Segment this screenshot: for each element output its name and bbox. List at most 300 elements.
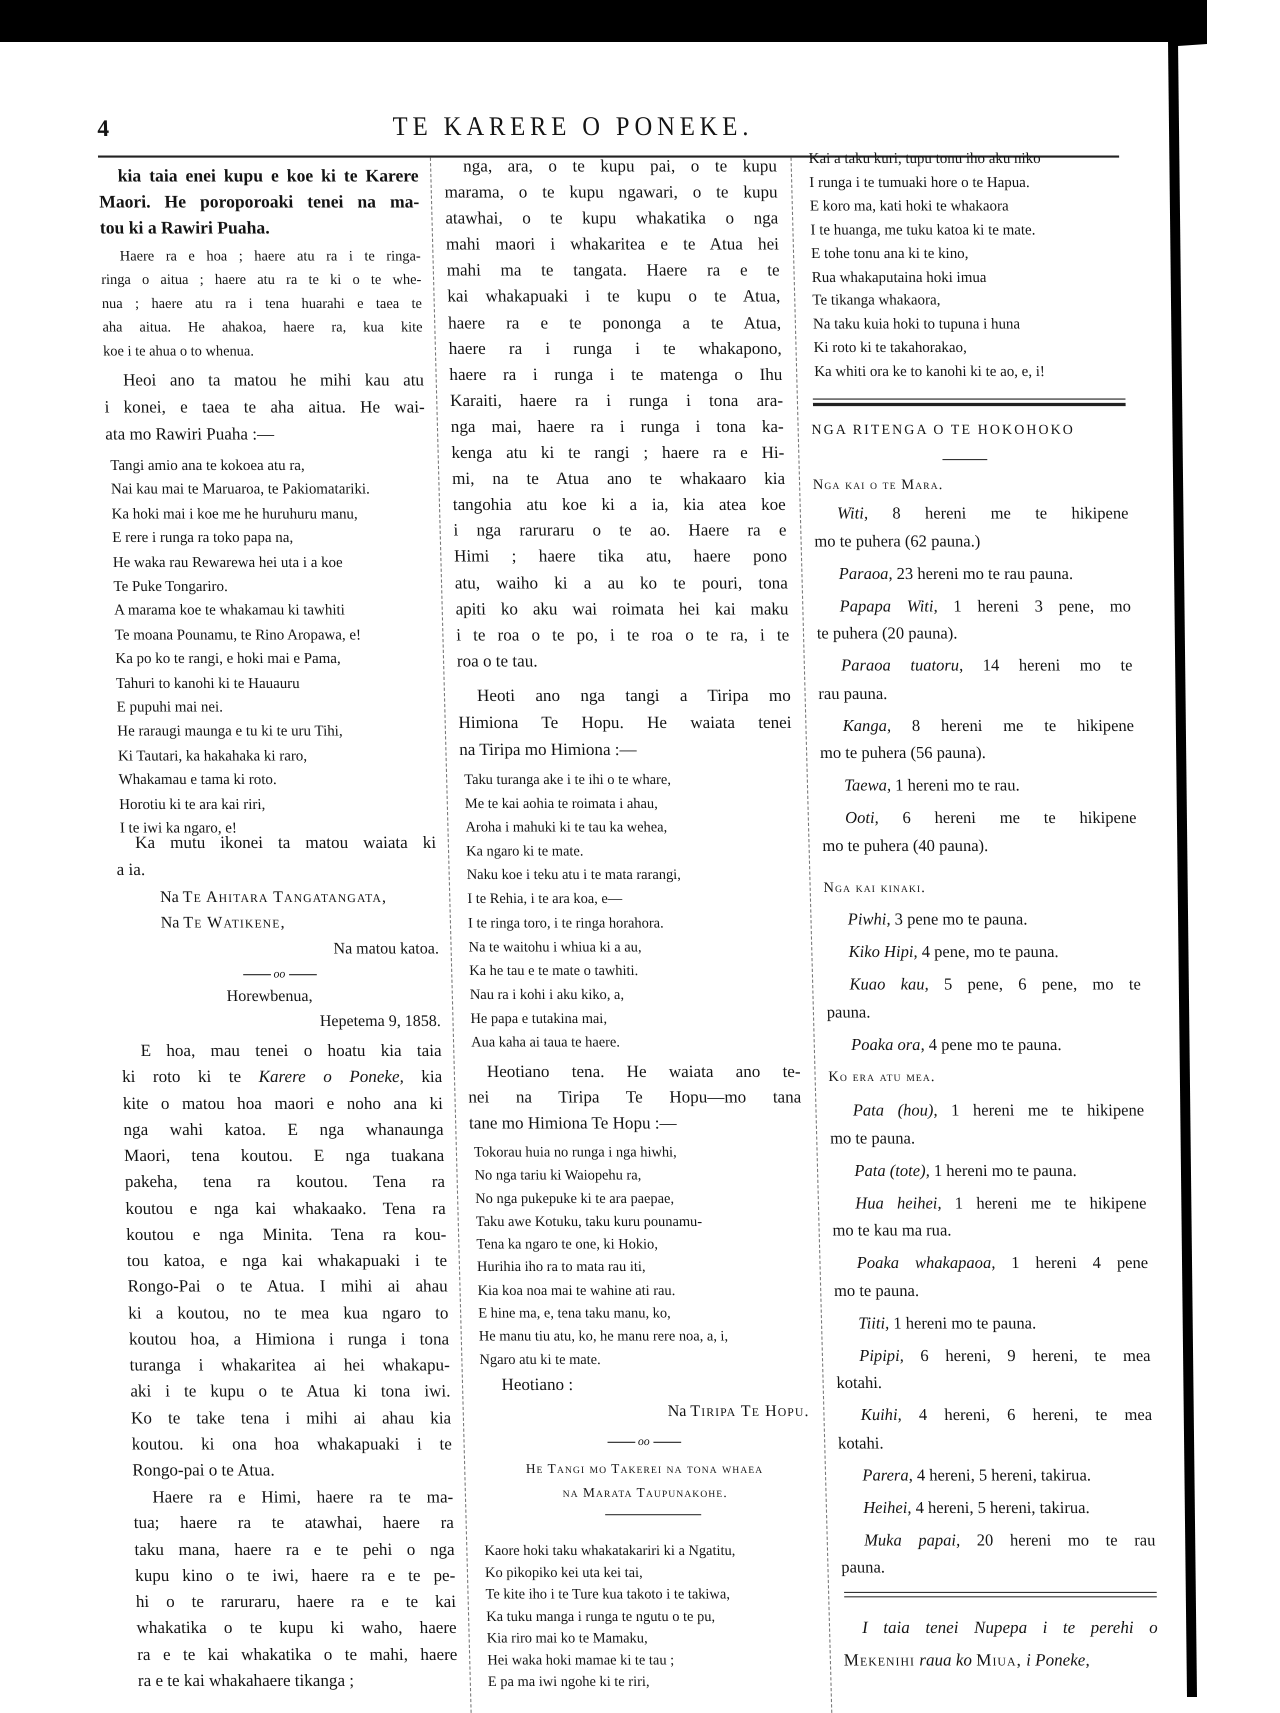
entry-line — [825, 939, 1140, 967]
entry-line — [818, 680, 1133, 708]
entry-line — [820, 740, 1135, 768]
price-subheading — [813, 472, 1128, 498]
price-entry — [829, 1097, 1145, 1152]
text-line — [842, 1612, 1158, 1644]
line-text: He Tangi mo Takerei na tona whaea — [525, 1461, 764, 1477]
entry-line — [840, 1527, 1155, 1555]
italic-text: Pata (hou), — [852, 1101, 938, 1120]
entry-line — [820, 772, 1135, 800]
text-line — [102, 315, 423, 339]
section-divider — [119, 961, 440, 987]
line-text: haere ra i runga i te whakapono, — [448, 339, 782, 359]
line-text: ringa o aitua ; haere atu ra te ki o te whe- — [100, 271, 422, 288]
entry-line — [821, 805, 1136, 833]
line-text: Haere ra e Himi, haere ra te ma- — [152, 1488, 454, 1507]
line-text: i nga raruraru o te ao. Haere ra e — [453, 521, 787, 541]
entry-line — [834, 1277, 1149, 1305]
italic-text: raua ko — [914, 1651, 977, 1670]
text-segment: 4 hereni, 6 hereni, te mea — [901, 1406, 1153, 1425]
line-text: Ka he tau e te mate o tawhiti. — [469, 962, 639, 979]
line-text: Ka mutu ikonei ta matou waiata ki — [134, 833, 437, 853]
poem-line — [461, 816, 795, 840]
text-segment: 4 hereni, 5 hereni, takirua. — [912, 1466, 1092, 1485]
section-divider — [477, 1429, 811, 1455]
poem-line — [114, 769, 435, 793]
line-text: Karaiti, haere ra i runga i tona ara- — [449, 391, 784, 411]
poem-line — [481, 1562, 814, 1584]
line-text: Te tikanga whakaora, — [812, 293, 941, 310]
section-heading — [811, 417, 1126, 443]
line-text: oo — [239, 968, 319, 981]
poem-line — [462, 863, 796, 887]
line-text: aha aitua. He ahakoa, haere ra, kua kite — [102, 318, 423, 335]
price-entry — [839, 1462, 1154, 1490]
printer-colophon — [842, 1612, 1158, 1677]
line-text: Me te kai aohia te roimata i ahau, — [464, 794, 658, 812]
text-line — [135, 1564, 456, 1590]
line-text: Ka hoki mai i koe me he huruhuru manu, — [111, 506, 358, 523]
text-segment: 1 hereni mo te rau. — [890, 776, 1020, 795]
poem-line — [108, 551, 429, 575]
text-line — [129, 1353, 450, 1379]
poem-line — [108, 527, 429, 551]
line-text: Tokorau huia no runga i nga hiwhi, — [473, 1143, 677, 1160]
italic-text: Pata (tote), — [854, 1161, 930, 1180]
line-text: haere ra i runga i te matenga o Ihu — [449, 365, 783, 385]
poem-line — [465, 983, 799, 1007]
line-text: Haere ra e hoa ; haere atu ra i te ringa- — [119, 247, 421, 264]
text-line — [100, 215, 421, 241]
poem-line — [462, 839, 796, 863]
line-text: atu, waiho ki a au ko te pouri, tona — [454, 574, 789, 593]
line-text: apiti ko aku wai roimata hei kai maku — [455, 600, 789, 619]
line-text: te puhera (20 pauna). — [816, 624, 958, 643]
entry-line — [816, 620, 1131, 648]
italic-text: Karere o Poneke, — [258, 1068, 405, 1087]
poem-line — [807, 243, 1122, 267]
text-line — [449, 363, 783, 389]
text-line — [459, 737, 793, 764]
letter-paragraph — [133, 1485, 459, 1695]
text-line — [446, 233, 780, 259]
price-list — [813, 500, 1137, 860]
line-text: koutou e nga Minita. Tena ra kou- — [125, 1225, 447, 1244]
italic-text: Hua heihei, — [854, 1193, 942, 1213]
price-entry — [816, 592, 1132, 647]
line-text: Taku awe Kotuku, taku kuru pounamu- — [475, 1212, 703, 1229]
line-text: No nga pukepuke ki te ara paepae, — [475, 1189, 675, 1206]
entry-line — [839, 1494, 1154, 1522]
line-text: Heoti ano nga tangi a Tiripa mo — [476, 686, 791, 706]
poem-line — [474, 1301, 808, 1324]
poem-line — [805, 172, 1120, 196]
poem-line — [467, 1030, 801, 1054]
line-text: Nga kai kinaki. — [823, 879, 926, 896]
line-text: Himiona Te Hopu. He waiata tenei — [458, 713, 792, 733]
small-caps-text: Te Ahitara Tangatangata, — [182, 888, 388, 907]
price-subheading — [823, 875, 1138, 901]
price-entry — [840, 1527, 1156, 1582]
line-text: kupu kino o te iwi, haere ra e te pe- — [134, 1566, 456, 1586]
line-text: mo te pauna. — [829, 1129, 916, 1148]
poem-line — [480, 1540, 813, 1562]
text-line — [445, 206, 779, 232]
line-text: nua ; haere atu ra i tena huarahi e taea te — [101, 294, 423, 312]
line-text: mahi ma te tangata. Haere ra e te — [446, 261, 780, 281]
paragraph — [444, 154, 791, 674]
line-text: tua; haere ra te atawhai, haere ra — [133, 1514, 455, 1533]
line-text: koe i te ahua o to whenua. — [102, 342, 255, 359]
poem-line — [112, 697, 433, 721]
price-entry — [824, 906, 1139, 934]
price-entry — [825, 939, 1140, 967]
text-segment: 4 pene, mo te pauna. — [917, 942, 1059, 962]
italic-text: Parera, — [862, 1466, 913, 1485]
line-text: He waka rau Rewarewa hei uta i a koe — [112, 554, 343, 571]
line-text: kotahi. — [837, 1433, 884, 1453]
line-text: Ki roto ki te takahorakao, — [813, 340, 967, 357]
entry-line — [826, 971, 1141, 999]
poem-line — [471, 1209, 805, 1232]
line-text: Na te waitohu i whiua ki a au, — [468, 938, 642, 955]
text-line — [125, 1170, 446, 1196]
line-text: mahi maori i whakaritea e te Atua hei — [445, 235, 780, 255]
text-line — [478, 1481, 812, 1505]
line-text: Taku turanga ake i te ihi o te whare, — [464, 771, 672, 788]
small-caps-text: Tiripa Te Hopu. — [690, 1402, 810, 1421]
text-line — [823, 875, 1138, 901]
poem-line — [810, 361, 1125, 385]
line-text: tou katoa, e nga kai whakapuaki i te — [126, 1251, 448, 1271]
text-segment: 6 hereni me te hikipene — [878, 808, 1137, 828]
line-text: ata mo Rawiri Puaha :— — [105, 425, 275, 444]
italic-text: Taewa, — [844, 776, 892, 795]
poem-line — [807, 266, 1122, 290]
text-segment: 1 hereni mo te pauna. — [929, 1161, 1077, 1180]
poem-line — [115, 793, 436, 817]
price-subheading — [828, 1064, 1143, 1090]
line-text: whakatika o te kupu ki waho, haere — [136, 1619, 457, 1638]
text-segment: kia — [403, 1068, 443, 1087]
line-text: mi, na te Atua ano te whakaaro kia — [451, 469, 786, 489]
poem-line — [463, 887, 797, 911]
text-segment: 8 hereni me te hikipene — [890, 716, 1135, 735]
italic-text: Kiko Hipi, — [848, 942, 918, 962]
small-caps-text: Miua, — [975, 1651, 1023, 1670]
line-text: He papa e tutakina mai, — [470, 1009, 608, 1026]
line-text: Heotiano tena. He waiata ano te- — [486, 1062, 801, 1082]
line-text: Whakamau e tama ki roto. — [118, 772, 277, 789]
line-text: na Marata Taupunakohe. — [562, 1485, 728, 1501]
text-line — [828, 1064, 1143, 1090]
entry-line — [833, 1250, 1148, 1278]
text-line — [138, 1669, 459, 1695]
text-line — [455, 597, 789, 623]
poem-line — [113, 721, 434, 745]
poem-heading — [478, 1457, 812, 1505]
entry-line — [813, 500, 1128, 528]
text-line — [123, 1118, 444, 1144]
price-list — [824, 906, 1143, 1058]
text-line — [102, 292, 423, 316]
poem-line — [107, 503, 428, 527]
poem-line — [463, 911, 797, 935]
line-text: mo te puhera (62 pauna.) — [814, 531, 981, 551]
poem-line — [474, 1324, 808, 1347]
text-line — [478, 1457, 812, 1481]
entry-line — [830, 1125, 1145, 1153]
tangi-poem — [480, 1540, 817, 1693]
line-text: Ki Tautari, ka hakahaka ki raro, — [117, 748, 308, 765]
line-text: Hepetema 9, 1858. — [319, 1013, 441, 1031]
poem-line — [804, 148, 1119, 172]
line-text: tane mo Himiona Te Hopu :— — [468, 1114, 677, 1133]
page-number: 4 — [96, 114, 110, 142]
intro-paragraph — [98, 163, 420, 241]
line-text: Maori. He poroporoaki tenei na ma- — [98, 191, 420, 212]
line-text: Ka whiti ora ke to kanohi ki te ao, e, i! — [814, 364, 1046, 381]
short-rule — [605, 1514, 701, 1515]
double-rule — [813, 403, 1126, 406]
line-text: na Tiripa mo Himiona :— — [459, 740, 637, 760]
line-text: mo te puhera (40 pauna). — [822, 836, 989, 855]
line-text: Nai kau mai te Maruaroa, te Pakiomatariki. — [110, 482, 371, 499]
text-segment: 5 pene, 6 pene, mo te — [928, 975, 1142, 994]
text-line — [444, 154, 778, 180]
price-entry — [821, 805, 1137, 860]
line-text: Himi ; haere tika atu, haere pono — [453, 547, 788, 567]
price-entry — [831, 1190, 1147, 1245]
text-line — [137, 1642, 458, 1668]
line-text: pakeha, tena ra koutou. Tena ra — [124, 1173, 446, 1192]
text-line — [120, 1010, 441, 1035]
line-text: nga, ara, o te kupu pai, o te kupu — [462, 157, 778, 177]
text-line — [813, 472, 1128, 498]
entry-line — [815, 560, 1130, 588]
poem-line — [483, 1649, 816, 1671]
line-text: E pupuhi mai nei. — [116, 699, 224, 717]
poem-line — [472, 1255, 806, 1278]
small-caps-text: Mekenihi — [843, 1651, 916, 1670]
line-text: I te Rehia, i te ara koa, e— — [467, 890, 623, 907]
text-line — [811, 417, 1126, 443]
text-line — [104, 394, 425, 421]
italic-text: Muka papai, — [863, 1530, 961, 1550]
line-text: Hurihia iho ra to mata rau iti, — [476, 1258, 646, 1275]
text-segment: Na — [160, 914, 184, 933]
line-text: mo te kau ma rua. — [832, 1221, 952, 1240]
text-segment: 4 hereni, 5 hereni, takirua. — [911, 1498, 1090, 1517]
italic-text: Poaka ora, — [850, 1035, 925, 1054]
italic-text: Pipipi, — [858, 1346, 905, 1365]
line-text: E hoa, mau tenei o hoatu kia taia — [140, 1042, 442, 1061]
line-text: pauna. — [841, 1558, 886, 1577]
text-line — [467, 1059, 801, 1085]
line-text: Te moana Pounamu, te Rino Aropawa, e! — [114, 627, 362, 644]
text-line — [452, 467, 786, 493]
text-line — [453, 493, 787, 519]
text-segment: 14 hereni mo te — [962, 656, 1133, 675]
text-line — [129, 1327, 450, 1353]
line-text: Tangi amio ana te kokoea atu ra, — [110, 457, 305, 475]
text-line — [132, 1458, 453, 1484]
text-line — [124, 1144, 445, 1170]
line-text: Hei waka hoki mamae ki te tau ; — [487, 1651, 675, 1668]
line-text: kite o matou hoa maori e noho ana ki — [122, 1094, 444, 1113]
text-line — [104, 367, 425, 394]
signature — [117, 885, 439, 963]
line-text: taku mana, haere ra e te pehi o nga — [134, 1540, 455, 1560]
text-line — [444, 180, 778, 206]
poem-line — [110, 600, 431, 624]
waiata-poem — [469, 1140, 808, 1370]
line-text: i konei, e taea te aha aitua. He wai- — [104, 398, 425, 417]
text-line — [476, 1399, 810, 1425]
poem-line — [110, 624, 431, 648]
poem-line — [473, 1278, 807, 1301]
line-text: E koro ma, kati hoki te whakaora — [809, 198, 1009, 215]
italic-text: Witi, — [836, 504, 869, 523]
text-line — [116, 856, 437, 883]
paragraph — [467, 1059, 802, 1137]
small-caps-text: Te Watikene, — [183, 914, 286, 933]
entry-line — [817, 652, 1132, 680]
line-text: nga wahi katoa. E nga whanaunga — [123, 1120, 444, 1140]
line-text: ki a koutou, no te mea kua ngaro to — [128, 1304, 449, 1323]
line-text: Na taku kuia hoki to tupuna i huna — [812, 316, 1021, 334]
line-text: tou ki a Rawiri Puaha. — [99, 217, 270, 238]
entry-line — [824, 906, 1139, 934]
line-text: nei na Tiripa Te Hopu—mo tana — [468, 1088, 802, 1107]
line-text: mo te puhera (56 pauna). — [819, 744, 987, 763]
price-entry — [831, 1157, 1146, 1185]
line-text: Kai a taku kuri, tupu tonu iho aku niko — [808, 151, 1041, 168]
text-line — [477, 1429, 811, 1455]
entry-line — [827, 1031, 1142, 1059]
line-text: mo te pauna. — [833, 1281, 920, 1300]
line-text: Aroha i mahuki ki te tau ka wehea, — [465, 818, 668, 836]
text-line — [117, 885, 438, 911]
entry-line — [832, 1217, 1147, 1245]
text-line — [120, 985, 441, 1010]
line-text: pauna. — [826, 1002, 871, 1022]
text-line — [99, 189, 420, 215]
text-line — [126, 1222, 447, 1248]
text-line — [456, 623, 790, 649]
line-text: Ka ngaro ki te mate. — [465, 842, 584, 859]
letter-paragraph — [121, 1039, 453, 1484]
entry-line — [836, 1369, 1151, 1397]
poem-line — [808, 290, 1123, 314]
line-text: Ko pikopiko kei uta kei tai, — [484, 1564, 643, 1581]
line-text: I runga i te tumuaki hore o te Hapua. — [809, 174, 1030, 192]
line-text: Ngaro atu ki te mate. — [479, 1350, 601, 1367]
text-line — [103, 339, 424, 363]
text-segment: Na — [667, 1402, 691, 1421]
italic-text: Kuao kau, — [849, 975, 929, 994]
line-text: Horewbenua, — [226, 988, 313, 1006]
poem-line — [469, 1140, 803, 1163]
price-entry — [839, 1494, 1154, 1522]
entry-line — [816, 592, 1131, 620]
price-entry — [827, 1031, 1142, 1059]
text-line — [128, 1301, 449, 1327]
poem-line — [109, 576, 430, 600]
line-text: Rongo-Pai o te Atua. I mihi ai ahau — [127, 1277, 448, 1297]
text-segment: 1 hereni me te hikipene — [937, 1101, 1145, 1120]
poem-line — [106, 479, 427, 503]
italic-text: Paraoa, — [838, 564, 893, 583]
text-line — [119, 961, 440, 987]
poem-line — [471, 1186, 805, 1209]
entry-line — [826, 998, 1141, 1026]
line-text: kia taia enei kupu e koe ki te Karere — [117, 165, 419, 186]
line-text: Na matou katoa. — [333, 940, 440, 958]
line-text: Rongo-pai o te Atua. — [132, 1461, 275, 1480]
text-line — [133, 1511, 454, 1537]
poem-line — [482, 1627, 815, 1649]
line-text: roa o te tau. — [456, 652, 538, 671]
line-text: Te Puke Tongariro. — [113, 578, 228, 596]
line-text: E hine ma, e, tena taku manu, ko, — [478, 1304, 671, 1321]
text-line — [101, 268, 422, 292]
text-line — [468, 1085, 802, 1111]
line-text: Kia koa noa mai te wahine ati rau. — [477, 1281, 676, 1298]
text-segment: Na — [159, 888, 183, 907]
italic-text: Tiiti, — [858, 1313, 890, 1333]
line-text: NGA RITENGA O TE HOKOHOKO — [811, 421, 1076, 438]
poem-line — [460, 768, 794, 792]
italic-text: Papapa Witi, — [839, 596, 938, 616]
double-rule — [844, 1592, 1157, 1593]
line-text: kotahi. — [836, 1373, 883, 1393]
text-segment: 1 hereni 3 pene, mo — [937, 596, 1132, 616]
text-line — [127, 1275, 448, 1301]
text-line — [100, 244, 421, 268]
text-line — [457, 649, 791, 675]
text-line — [469, 1111, 803, 1137]
text-line — [453, 519, 787, 545]
paragraph — [116, 829, 438, 883]
text-line — [131, 1432, 452, 1458]
dateline — [120, 985, 441, 1035]
line-text: Ka po ko te rangi, e hoki mai e Pama, — [115, 651, 341, 668]
text-line — [127, 1248, 448, 1274]
line-text: Nga kai o te Mara. — [812, 476, 944, 493]
text-line — [133, 1485, 454, 1511]
italic-text: Kuihi, — [860, 1406, 902, 1425]
line-text: tangohia atu koe ki a ia, kia atea koe — [452, 495, 786, 515]
text-segment: 6 hereni, 9 hereni, te mea — [903, 1346, 1151, 1365]
line-text: Te kite iho i te Ture kua takoto i te takiwa, — [485, 1585, 731, 1603]
line-text: Rua whakaputaina hoki imua — [811, 269, 987, 286]
text-segment: 1 hereni 4 pene — [995, 1253, 1149, 1273]
line-text: Aua kaha ai taua te haere. — [470, 1033, 621, 1050]
text-line — [105, 421, 426, 448]
text-line — [476, 1373, 810, 1399]
italic-text: I taia tenei Nupepa i te perehi o — [861, 1618, 1158, 1638]
text-line — [446, 259, 780, 285]
entry-line — [837, 1402, 1152, 1430]
text-segment: 3 pene mo te pauna. — [890, 910, 1028, 929]
line-text: Ka tuku manga i runga te ngutu o te pu, — [485, 1607, 716, 1624]
short-rule — [942, 459, 987, 460]
masthead-title: TE KARERE O PONEKE. — [392, 112, 754, 142]
text-line — [457, 683, 791, 710]
line-text: koutou. ki ona hoa whakapuaki i te — [131, 1435, 453, 1454]
price-entry — [819, 712, 1135, 767]
waiata-poem — [460, 768, 800, 1054]
